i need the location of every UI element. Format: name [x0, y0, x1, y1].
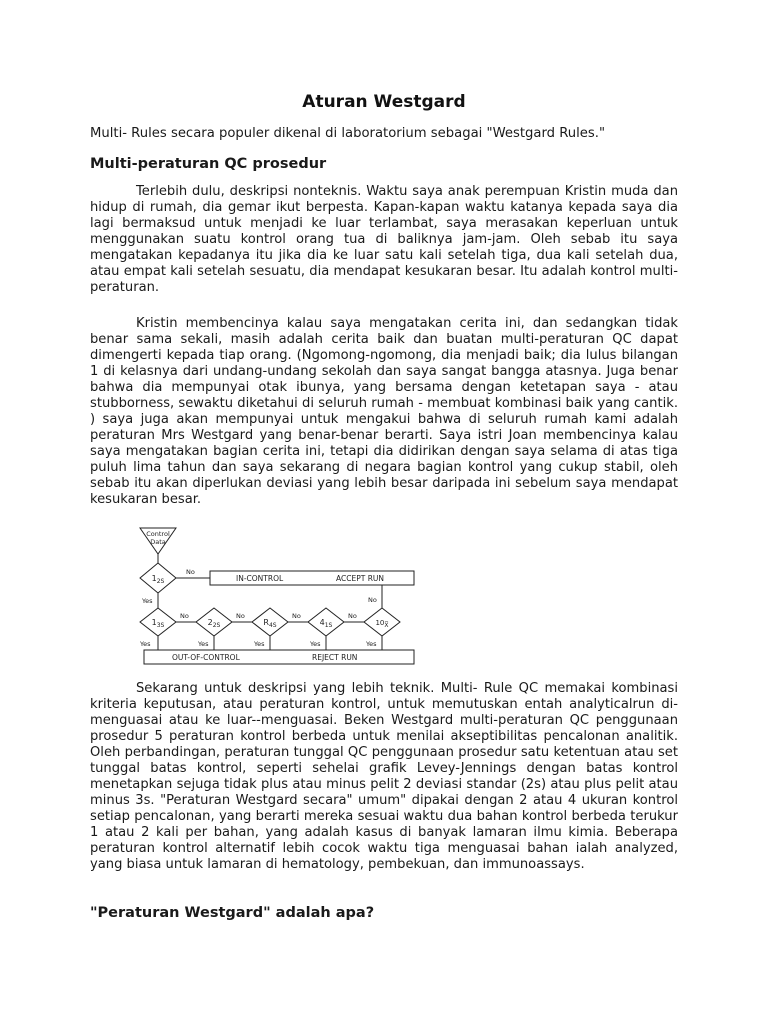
yes-label: Yes: [366, 640, 377, 648]
section-heading-what-is: "Peraturan Westgard" adalah apa?: [90, 905, 375, 921]
rule-r4s-label: $R_{4S}$: [263, 618, 277, 629]
yes-label: Yes: [198, 640, 209, 648]
start-label-line1: Control: [146, 530, 170, 538]
yes-label: Yes: [254, 640, 265, 648]
westgard-flowchart: [136, 522, 426, 668]
yes-label: Yes: [310, 640, 321, 648]
rule-10x-label: 10X̅: [375, 619, 389, 629]
page-title: Aturan Westgard: [302, 92, 466, 112]
no-label: No: [348, 612, 357, 620]
no-label: No: [186, 568, 195, 576]
no-label: No: [180, 612, 189, 620]
yes-label: Yes: [142, 597, 153, 605]
in-control-label: IN-CONTROL: [236, 574, 284, 583]
rule-13s-label: $1_{3S}$: [151, 618, 165, 629]
no-label: No: [368, 596, 377, 604]
rule-41s-label: $4_{1S}$: [319, 618, 333, 629]
paragraph: Terlebih dulu, deskripsi nonteknis. Waktu saya anak perempuan Kristin muda dan hidup di rumah, dia gemar ikut berpesta. Kapan-kapan waktu katanya kepada saya dia lagi bermaksud untuk menjadi ke luar terlambat, saya merasakan keperluan untuk menggunakan suatu kontrol orang tua di baliknya jam-jam. Oleh sebab itu saya mengatakan kepadanya itu jika dia ke luar satu kali setelah tiga, dua kali setelah dua, atau empat kali setelah sesuatu, dia mendapat kesukaran besar. Itu adalah kontrol multi-peraturan.: [90, 184, 678, 295]
no-label: No: [236, 612, 245, 620]
yes-label: Yes: [140, 640, 151, 648]
rule-22s-label: $2_{2S}$: [207, 618, 221, 629]
start-label-line2: Data: [150, 538, 166, 546]
accept-run-label: ACCEPT RUN: [336, 574, 385, 583]
no-label: No: [292, 612, 301, 620]
reject-run-label: REJECT RUN: [312, 653, 358, 662]
paragraph: Kristin membencinya kalau saya mengatakan cerita ini, dan sedangkan tidak benar sama sekali, masih adalah cerita baik dan buatan multi-peraturan QC dapat dimengerti kepada tiap orang. (Ngomong-ngomong, dia menjadi baik; dia lulus bilangan 1 di kelasnya dari undang-undang sekolah dan saya sangat bangga atasnya. Juga benar bahwa dia mempunyai otak ibunya, yang bersama dengan ketetapan saya - atau stubborness, sewaktu diketahui di seluruh rumah - membuat kombinasi baik yang cantik. ) saya juga akan mempunyai untuk mengakui bahwa di seluruh rumah kami adalah peraturan Mrs Westgard yang benar-benar berarti. Saya istri Joan membencinya kalau saya mengatakan bagian cerita ini, tetapi dia didirikan dengan saya selama di atas tiga puluh lima tahun dan saya sekarang di negara bagian kontrol yang cukup stabil, oleh sebab itu akan diperlukan deviasi yang lebih besar daripada ini sebelum saya mendapat kesukaran besar.: [90, 316, 678, 507]
out-of-control-label: OUT-OF-CONTROL: [172, 653, 240, 662]
intro-text: Multi- Rules secara populer dikenal di laboratorium sebagai "Westgard Rules.": [90, 126, 606, 141]
paragraph: Sekarang untuk deskripsi yang lebih teknik. Multi- Rule QC memakai kombinasi kriteria keputusan, atau peraturan kontrol, untuk memutuskan entah analyticalrun di-menguasai atau ke luar--menguasai. Beken Westgard multi-peraturan QC penggunaan prosedur 5 peraturan kontrol berbeda untuk menilai akseptibilitas pencalonan analitik. Oleh perbandingan, peraturan tunggal QC penggunaan prosedur satu ketentuan atau set tunggal batas kontrol, seperti sehelai grafik Levey-Jennings dengan batas kontrol menetapkan sejuga tidak plus atau minus pelit 2 deviasi standar (2s) atau plus pelit atau minus 3s. "Peraturan Westgard secara" umum" dipakai dengan 2 atau 4 ukuran kontrol setiap pencalonan, yang berarti mereka sesuai waktu dua bahan kontrol berbeda terukur 1 atau 2 kali per bahan, yang adalah kasus di banyak lamaran ilmu kimia. Beberapa peraturan kontrol alternatif lebih cocok waktu tiga menguasai bahan ialah analyzed, yang biasa untuk lamaran di hematology, pembekuan, dan immunoassays.: [90, 681, 678, 872]
section-heading-procedure: Multi-peraturan QC prosedur: [90, 156, 327, 172]
rule-12s-label: $1_{2S}$: [151, 574, 165, 585]
